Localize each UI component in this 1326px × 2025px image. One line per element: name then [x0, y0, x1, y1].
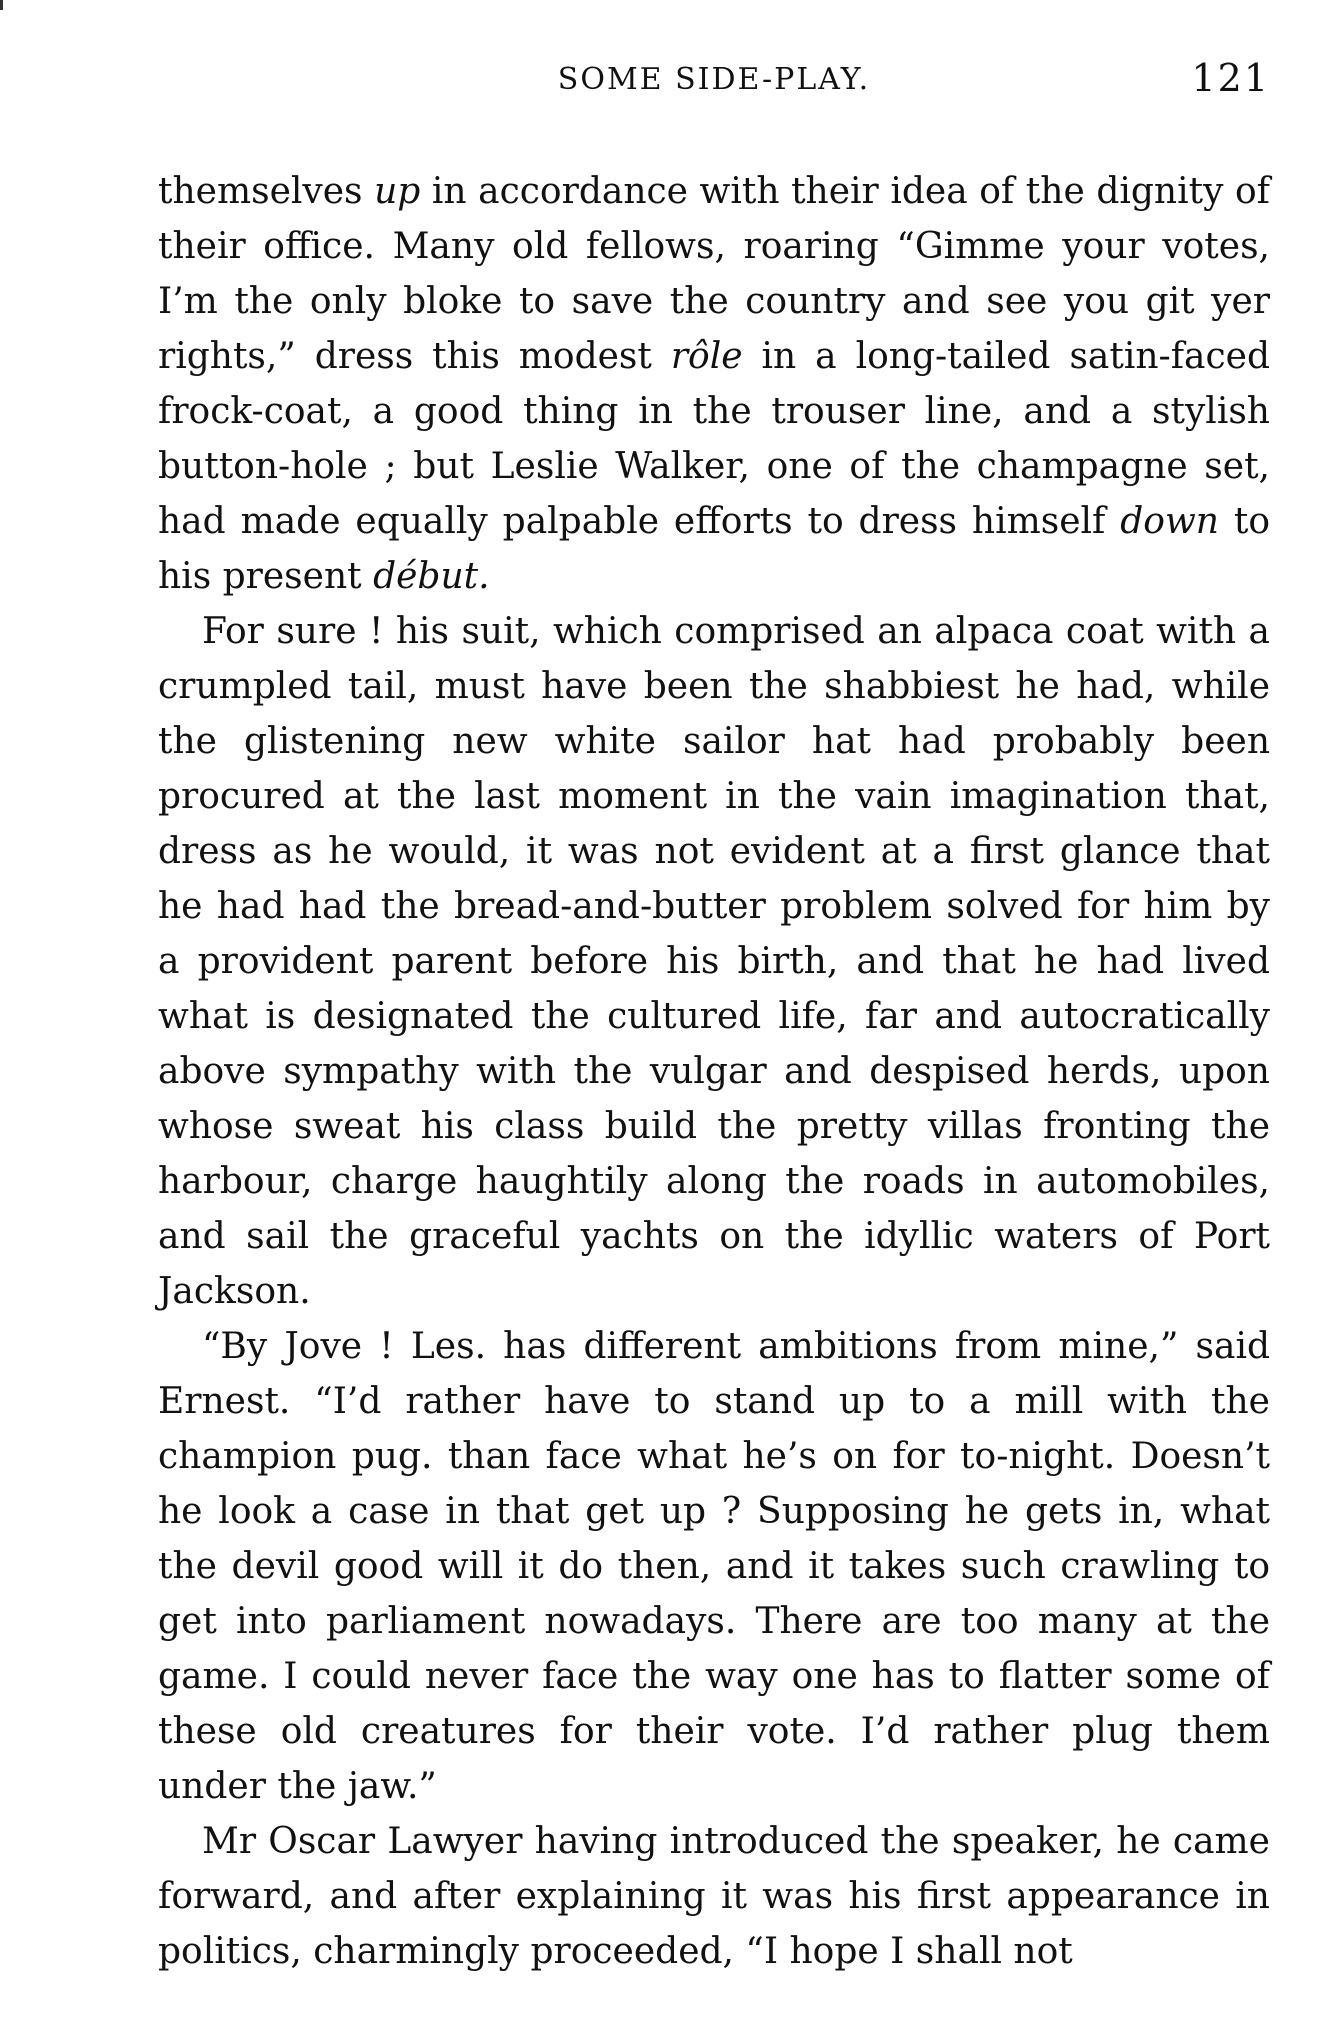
- book-page: [158, 56, 1270, 1979]
- running-header: [158, 56, 1270, 110]
- paragraph-3: “By Jove ! Les. has different ambitions from mine,” said Ernest. “I’d rather have to stand up to a mill with the champion pug. than face what he’s on for to-night. Doesn’t he look a case in that get up ? Supposing he gets in, what the devil good will it do then, and it takes such crawling to get into parliament nowadays. There are too many at the game. I could never face the way one has to flatter some of these old creatures for their vote. I’d rather plug them under the jaw.”: [158, 1326, 1270, 1807]
- page-number: 121: [1191, 56, 1270, 100]
- text-run: in a long-tailed satin-faced frock-coat, a good thing in the trouser line, and a stylish button-hole ; but Leslie Walker, one of the champagne set, had made equally palpable efforts to dress himself: [158, 336, 1271, 542]
- body-text: [158, 164, 1270, 1979]
- paragraph-2: For sure ! his suit, which comprised an alpaca coat with a crumpled tail, must have been the shabbiest he had, while the glistening new white sailor hat had probably been procured at the last moment in the vain imagination that, dress as he would, it was not evident at a first glance that he had had the bread-and-butter problem solved for him by a provident parent before his birth, and that he had lived what is designated the cultured life, far and autocratically above sympathy with the vulgar and despised herds, upon whose sweat his class build the pretty villas fronting the harbour, charge haughtily along the roads in automobiles, and sail the graceful yachts on the idyllic waters of Port Jackson.: [158, 611, 1270, 1312]
- italic-word-role: rôle: [670, 336, 743, 377]
- italic-word-debut: début.: [373, 556, 490, 597]
- text-run: to his present: [158, 501, 1270, 597]
- italic-word-down: down: [1120, 501, 1219, 542]
- stray-print-mark: [0, 0, 3, 10]
- text-run: themselves: [158, 171, 375, 212]
- italic-word-up: up: [374, 171, 421, 212]
- text-run: in accordance with their idea of the dignity of their office. Many old fellows, roaring “Gimme your votes, I’m the only bloke to save the country and see you git yer rights,” dress this modest: [158, 171, 1270, 377]
- running-title: SOME SIDE-PLAY.: [557, 62, 871, 97]
- paragraph-1: [158, 164, 1270, 604]
- paragraph-4: Mr Oscar Lawyer having introduced the speaker, he came forward, and after explaining it was his first appearance in politics, charmingly proceeded, “I hope I shall not: [158, 1821, 1270, 1972]
